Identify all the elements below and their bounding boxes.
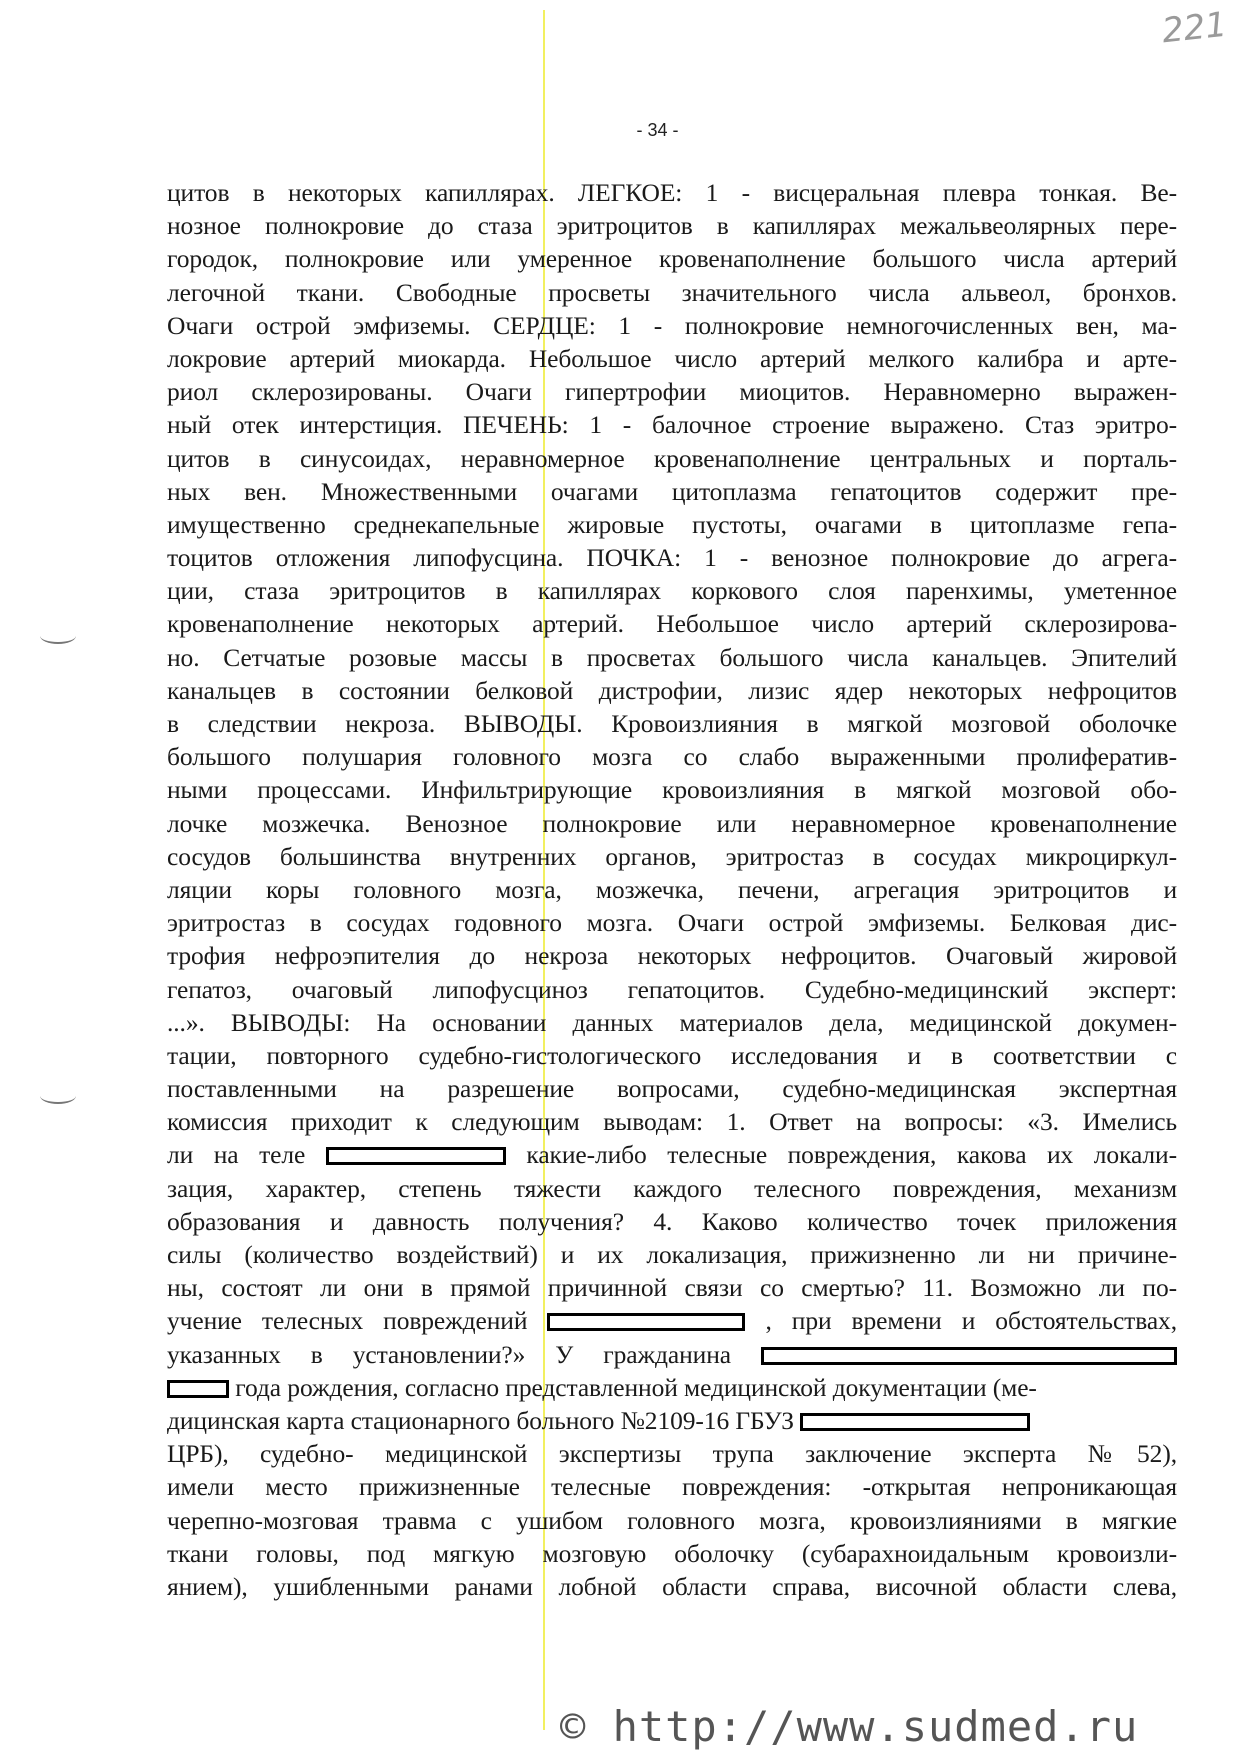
text-line: канальцев в состоянии белковой дистрофии, лизис ядер некоторых нефроцитов — [167, 675, 1177, 705]
text-line — [167, 1404, 1177, 1437]
text-fragment: года рождения, согласно представленной медицинской документации (ме- — [235, 1372, 1037, 1402]
page-number: - 34 - — [636, 120, 679, 140]
text-line: ными процессами. Инфильтрирующие кровоизлияния в мягкой мозговой обо- — [167, 775, 1177, 805]
text-line: зация, характер, степень тяжести каждого телесного повреждения, механизм — [167, 1173, 1177, 1203]
text-line — [167, 1338, 1177, 1371]
text-fragment: ли на теле — [167, 1140, 306, 1170]
text-line: нозное полнокровие до стаза эритроцитов в капиллярах межальвеолярных пере- — [167, 211, 1177, 241]
text-line: имели место прижизненные телесные повреждения: -открытая непроникающая — [167, 1472, 1177, 1502]
watermark: © http://www.sudmed.ru — [560, 1702, 1139, 1751]
text-line: образования и давность получения? 4. Каково количество точек приложения — [167, 1206, 1177, 1236]
text-line: ный отек интерстиция. ПЕЧЕНЬ: 1 - балочное строение выражено. Стаз эритро- — [167, 410, 1177, 440]
redaction-box — [761, 1347, 1177, 1365]
text-fragment: учение телесных повреждений — [167, 1306, 528, 1336]
text-line: лочке мозжечка. Венозное полнокровие или неравномерное кровенаполнение — [167, 808, 1177, 838]
redaction-box — [326, 1147, 506, 1165]
text-line: поставленными на разрешение вопросами, судебно-медицинская экспертная — [167, 1074, 1177, 1104]
text-line: силы (количество воздействий) и их локализация, прижизненно ли ни причине- — [167, 1240, 1177, 1269]
punch-hole-mark — [40, 628, 76, 644]
text-line: эритростаз в сосудах годовного мозга. Очаги острой эмфиземы. Белковая дис- — [167, 908, 1177, 938]
text-line: городок, полнокровие или умеренное кровенаполнение большого числа артерий — [167, 244, 1177, 274]
text-line: ткани головы, под мягкую мозговую оболочку (субарахноидальным кровоизли- — [167, 1538, 1177, 1568]
text-line: большого полушария головного мозга со слабо выраженными пролифератив- — [167, 742, 1177, 772]
text-fragment: дицинская карта стационарного больного №2109-16 ГБУЗ — [167, 1405, 794, 1435]
text-line: комиссия приходит к следующим выводам: 1. Ответ на вопросы: «3. Имелись — [167, 1107, 1177, 1137]
text-fragment: какие-либо телесные повреждения, какова их локали- — [526, 1140, 1177, 1170]
text-line: тации, повторного судебно-гистологического исследования и в соответствии с — [167, 1040, 1177, 1070]
text-line: трофия нефроэпителия до некроза некоторых нефроцитов. Очаговый жировой — [167, 941, 1177, 971]
text-fragment: указанных в установлении?» У гражданина — [167, 1339, 731, 1369]
text-fragment: , при времени и обстоятельствах, — [765, 1306, 1177, 1336]
text-line — [167, 1138, 1177, 1171]
handwritten-page-number: 221 — [1160, 4, 1229, 52]
text-line: ляции коры головного мозга, мозжечка, печени, агрегация эритроцитов и — [167, 874, 1177, 904]
text-line: кровенаполнение некоторых артерий. Небольшое число артерий склерозирова- — [167, 609, 1177, 639]
text-line: янием), ушибленными ранами лобной области справа, височной области слева, — [167, 1571, 1177, 1601]
text-line: ных вен. Множественными очагами цитоплазма гепатоцитов содержит пре- — [167, 476, 1177, 506]
text-line — [167, 1304, 1177, 1337]
text-line: черепно-мозговая травма с ушибом головного мозга, кровоизлияниями в мягкие — [167, 1505, 1177, 1535]
text-line: имущественно среднекапельные жировые пустоты, очагами в цитоплазме гепа- — [167, 509, 1177, 539]
redaction-box — [167, 1380, 229, 1398]
document-body — [167, 176, 1177, 1603]
text-line: ны, состоят ли они в прямой причинной связи со смертью? 11. Возможно ли по- — [167, 1273, 1177, 1303]
redaction-box — [800, 1413, 1030, 1431]
text-line: тоцитов отложения липофусцина. ПОЧКА: 1 - венозное полнокровие до агрега- — [167, 543, 1177, 573]
punch-hole-mark — [40, 1088, 76, 1104]
redaction-box — [547, 1313, 745, 1331]
text-line: сосудов большинства внутренних органов, эритростаз в сосудах микроциркул- — [167, 841, 1177, 871]
text-line: цитов в некоторых капиллярах. ЛЕГКОЕ: 1 - висцеральная плевра тонкая. Ве- — [167, 178, 1177, 207]
text-line: риол склерозированы. Очаги гипертрофии миоцитов. Неравномерно выражен- — [167, 377, 1177, 407]
text-line: цитов в синусоидах, неравномерное кровенаполнение центральных и порталь- — [167, 443, 1177, 473]
text-line: ...». ВЫВОДЫ: На основании данных материалов дела, медицинской докумен- — [167, 1007, 1177, 1037]
text-line: гепатоз, очаговый липофусциноз гепатоцитов. Судебно-медицинский эксперт: — [167, 974, 1177, 1004]
text-line: локровие артерий миокарда. Небольшое число артерий мелкого калибра и арте- — [167, 343, 1177, 373]
text-line — [167, 1371, 1177, 1404]
text-line: ции, стаза эритроцитов в капиллярах коркового слоя паренхимы, уметенное — [167, 576, 1177, 606]
text-line: в следствии некроза. ВЫВОДЫ. Кровоизлияния в мягкой мозговой оболочке — [167, 709, 1177, 738]
text-line: Очаги острой эмфиземы. СЕРДЦЕ: 1 - полнокровие немногочисленных вен, ма- — [167, 310, 1177, 340]
text-line: но. Сетчатые розовые массы в просветах большого числа канальцев. Эпителий — [167, 642, 1177, 672]
text-line: ЦРБ), судебно- медицинской экспертизы трупа заключение эксперта №52), — [167, 1439, 1177, 1469]
text-line: легочной ткани. Свободные просветы значительного числа альвеол, бронхов. — [167, 277, 1177, 307]
